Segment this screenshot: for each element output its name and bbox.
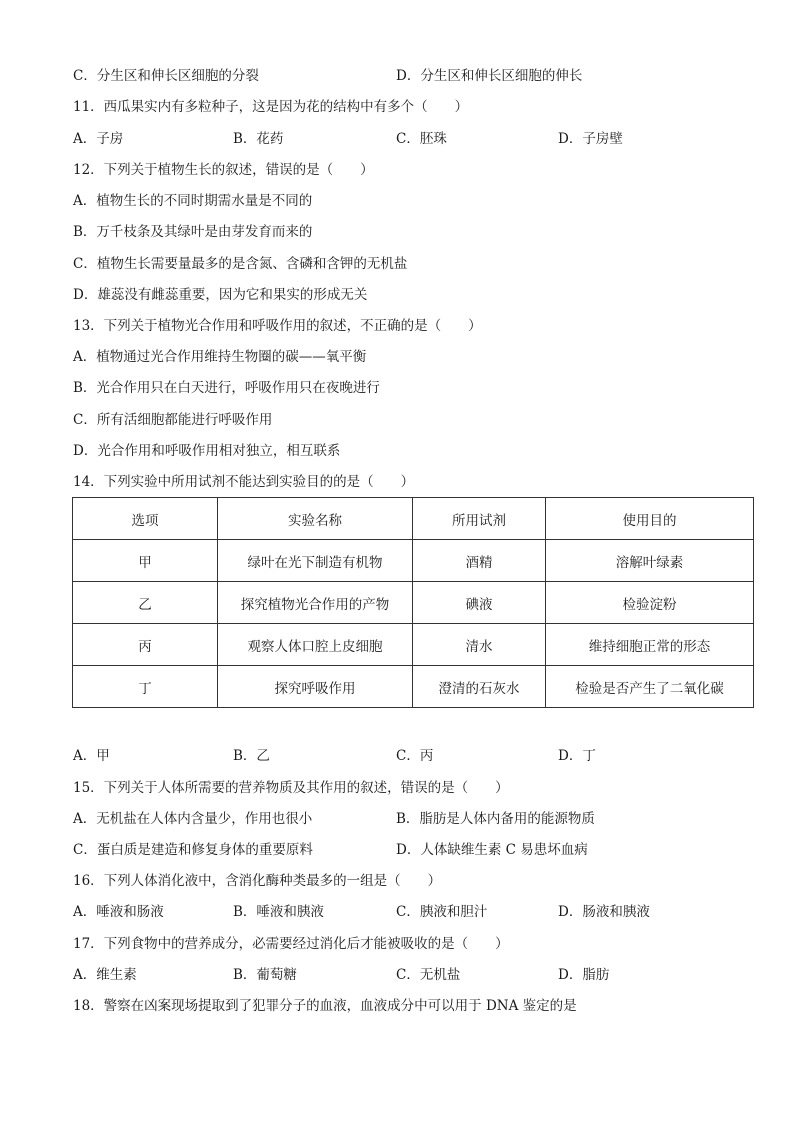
table-header-cell: 使用目的 — [546, 498, 754, 540]
q13-option-a: A．植物通过光合作用维持生物圈的碳——氧平衡 — [73, 349, 367, 365]
table-row — [73, 582, 754, 624]
table-cell: 溶解叶绿素 — [546, 540, 754, 582]
q16-options — [73, 902, 713, 922]
q14-option-c: C．丙 — [396, 748, 434, 764]
table-cell: 丙 — [73, 624, 218, 666]
q12-option-d: D．雄蕊没有雌蕊重要，因为它和果实的形成无关 — [73, 287, 368, 303]
q10-option-d: D．分生区和伸长区细胞的伸长 — [396, 68, 583, 84]
table-cell: 检验淀粉 — [546, 582, 754, 624]
table-row — [73, 624, 754, 666]
q12-option-c: C．植物生长需要量最多的是含氮、含磷和含钾的无机盐 — [73, 256, 408, 272]
table-header-cell: 选项 — [73, 498, 218, 540]
table-cell: 酒精 — [413, 540, 546, 582]
table-cell: 绿叶在光下制造有机物 — [218, 540, 413, 582]
table-row — [73, 540, 754, 582]
table-cell: 探究植物光合作用的产物 — [218, 582, 413, 624]
q14-option-a: A．甲 — [73, 748, 110, 764]
q17-option-c: C．无机盐 — [396, 967, 461, 983]
experiment-table — [72, 497, 754, 708]
table-cell: 丁 — [73, 666, 218, 708]
q13-stem: 13．下列关于植物光合作用和呼吸作用的叙述，不正确的是（ ） — [73, 318, 482, 334]
q10-options — [73, 66, 713, 86]
table-cell: 甲 — [73, 540, 218, 582]
q12-stem: 12．下列关于植物生长的叙述，错误的是（ ） — [73, 162, 374, 178]
q15-option-c: C．蛋白质是建造和修复身体的重要原料 — [73, 842, 313, 858]
q15-option-d: D．人体缺维生素 C 易患坏血病 — [396, 842, 588, 858]
q14-option-d: D．丁 — [558, 748, 596, 764]
q10-option-c: C．分生区和伸长区细胞的分裂 — [73, 68, 259, 84]
q15-option-b: B．脂肪是人体内备用的能源物质 — [396, 811, 595, 827]
table-row — [73, 666, 754, 708]
q13-option-b: B．光合作用只在白天进行，呼吸作用只在夜晚进行 — [73, 380, 380, 396]
q14-option-b: B．乙 — [233, 748, 270, 764]
table-cell: 澄清的石灰水 — [413, 666, 546, 708]
table-cell: 乙 — [73, 582, 218, 624]
q14-options — [73, 746, 713, 766]
q13-option-c: C．所有活细胞都能进行呼吸作用 — [73, 412, 273, 428]
q16-stem: 16．下列人体消化液中，含消化酶种类最多的一组是（ ） — [73, 873, 442, 889]
q11-options — [73, 129, 713, 149]
q15-stem: 15．下列关于人体所需要的营养物质及其作用的叙述，错误的是（ ） — [73, 780, 509, 796]
q15-option-a: A．无机盐在人体内含量少，作用也很小 — [73, 811, 313, 827]
table-header-cell: 实验名称 — [218, 498, 413, 540]
q11-option-d: D．子房壁 — [558, 131, 623, 147]
q17-option-d: D．脂肪 — [558, 967, 610, 983]
table-header-row — [73, 498, 754, 540]
table-cell: 观察人体口腔上皮细胞 — [218, 624, 413, 666]
q15-options-row1 — [73, 809, 713, 829]
q12-option-a: A．植物生长的不同时期需水量是不同的 — [73, 193, 313, 209]
q14-stem: 14．下列实验中所用试剂不能达到实验目的的是（ ） — [73, 474, 415, 490]
q16-option-b: B．唾液和胰液 — [233, 904, 324, 920]
q13-option-d: D．光合作用和呼吸作用相对独立，相互联系 — [73, 443, 341, 459]
q17-stem: 17．下列食物中的营养成分，必需要经过消化后才能被吸收的是（ ） — [73, 936, 509, 952]
q18-stem: 18．警察在凶案现场提取到了犯罪分子的血液，血液成分中可以用于 DNA 鉴定的是 — [73, 998, 577, 1014]
q11-stem: 11．西瓜果实内有多粒种子，这是因为花的结构中有多个（ ） — [73, 99, 469, 115]
q11-option-b: B．花药 — [233, 131, 284, 147]
q17-option-a: A．维生素 — [73, 967, 137, 983]
q11-option-c: C．胚珠 — [396, 131, 447, 147]
table-cell: 碘液 — [413, 582, 546, 624]
q15-options-row2 — [73, 840, 713, 860]
q12-option-b: B．万千枝条及其绿叶是由芽发育而来的 — [73, 224, 313, 240]
table-cell: 探究呼吸作用 — [218, 666, 413, 708]
table-cell: 清水 — [413, 624, 546, 666]
q17-options — [73, 965, 713, 985]
q17-option-b: B．葡萄糖 — [233, 967, 297, 983]
table-cell: 维持细胞正常的形态 — [546, 624, 754, 666]
table-cell: 检验是否产生了二氧化碳 — [546, 666, 754, 708]
q16-option-d: D．肠液和胰液 — [558, 904, 650, 920]
q11-option-a: A．子房 — [73, 131, 124, 147]
table-header-cell: 所用试剂 — [413, 498, 546, 540]
q16-option-a: A．唾液和肠液 — [73, 904, 164, 920]
q16-option-c: C．胰液和胆汁 — [396, 904, 488, 920]
